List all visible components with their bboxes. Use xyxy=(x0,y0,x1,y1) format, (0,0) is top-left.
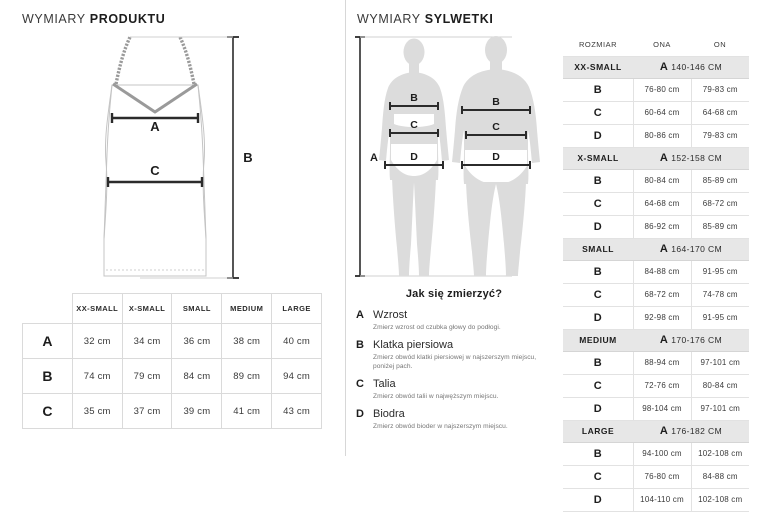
product-cell-b-s: 84 cm xyxy=(172,359,222,394)
table-row xyxy=(563,442,749,465)
table-row xyxy=(563,488,749,511)
product-cell-b-m: 89 cm xyxy=(222,359,272,394)
male-label-b: B xyxy=(492,96,500,108)
row-on-value: 84-88 cm xyxy=(691,465,749,488)
row-on-value: 74-78 cm xyxy=(691,283,749,306)
row-on-value: 85-89 cm xyxy=(691,169,749,192)
size-height-small xyxy=(633,238,749,260)
size-height-x-small xyxy=(633,147,749,169)
row-on-value: 102-108 cm xyxy=(691,442,749,465)
size-height-value: 140-146 CM xyxy=(671,62,723,72)
size-group-header-xx-small xyxy=(563,56,749,78)
row-ona-value: 104-110 cm xyxy=(633,488,691,511)
table-row xyxy=(563,101,749,124)
row-ona-value: 72-76 cm xyxy=(633,374,691,397)
measure-item-letter-a: A xyxy=(356,309,364,321)
size-height-letter: A xyxy=(659,425,669,437)
measure-item-desc-c: Zmierz obwód talii w najwęższym miejscu. xyxy=(373,393,499,400)
male-label-d: D xyxy=(492,151,500,163)
product-table-corner-cell xyxy=(23,294,73,324)
male-head xyxy=(485,36,507,64)
product-row-label-b: B xyxy=(23,359,73,394)
table-row xyxy=(563,215,749,238)
row-ona-value: 76-80 cm xyxy=(633,465,691,488)
body-table-body xyxy=(563,56,749,511)
row-ona-value: 60-64 cm xyxy=(633,101,691,124)
measure-item-name-c: Talia xyxy=(373,378,396,390)
product-cell-c-s: 39 cm xyxy=(172,394,222,429)
body-table-head xyxy=(563,34,749,56)
table-row xyxy=(563,169,749,192)
list-item xyxy=(356,408,552,431)
size-height-value: 170-176 CM xyxy=(671,335,723,345)
measure-item-body-b xyxy=(373,339,552,371)
list-item xyxy=(356,339,552,371)
row-ona-value: 92-98 cm xyxy=(633,306,691,329)
row-letter: B xyxy=(563,78,633,101)
row-ona-value: 68-72 cm xyxy=(633,283,691,306)
row-on-value: 91-95 cm xyxy=(691,260,749,283)
table-row xyxy=(563,351,749,374)
female-legs xyxy=(392,178,436,276)
silhouette-illustration xyxy=(352,32,552,282)
measure-label-c: C xyxy=(150,163,160,178)
measure-item-desc-d: Zmierz obwód bioder w najszerszym miejscu. xyxy=(373,423,508,430)
row-on-value: 79-83 cm xyxy=(691,78,749,101)
row-letter: D xyxy=(563,124,633,147)
row-letter: C xyxy=(563,192,633,215)
size-group-header-small xyxy=(563,238,749,260)
row-letter: B xyxy=(563,169,633,192)
size-group-header-medium xyxy=(563,329,749,351)
dress-diagram-svg xyxy=(20,34,320,284)
row-letter: B xyxy=(563,351,633,374)
product-cell-b-xxs: 74 cm xyxy=(72,359,122,394)
measure-item-letter-d: D xyxy=(356,408,364,420)
table-row xyxy=(23,324,322,359)
product-col-medium: MEDIUM xyxy=(222,294,272,324)
size-height-medium xyxy=(633,329,749,351)
product-cell-a-m: 38 cm xyxy=(222,324,272,359)
row-ona-value: 80-84 cm xyxy=(633,169,691,192)
product-cell-c-xs: 37 cm xyxy=(122,394,172,429)
size-height-letter: A xyxy=(659,243,669,255)
table-row xyxy=(563,78,749,101)
height-label-a: A xyxy=(370,152,378,164)
size-height-letter: A xyxy=(659,334,669,346)
product-cell-b-l: 94 cm xyxy=(272,359,322,394)
female-head xyxy=(404,39,425,66)
table-row xyxy=(563,465,749,488)
row-ona-value: 84-88 cm xyxy=(633,260,691,283)
product-col-small: SMALL xyxy=(172,294,222,324)
product-illustration xyxy=(20,34,320,284)
silhouette-diagram-svg xyxy=(352,32,552,282)
row-letter: C xyxy=(563,374,633,397)
row-letter: D xyxy=(563,488,633,511)
row-letter: D xyxy=(563,306,633,329)
product-cell-b-xs: 79 cm xyxy=(122,359,172,394)
row-ona-value: 98-104 cm xyxy=(633,397,691,420)
title-light-word: WYMIARY xyxy=(357,12,421,26)
female-label-d: D xyxy=(410,151,418,163)
title-light-word: WYMIARY xyxy=(22,12,86,26)
list-item xyxy=(356,309,552,332)
row-ona-value: 86-92 cm xyxy=(633,215,691,238)
dress-strap-left xyxy=(116,37,130,84)
product-col-xx-small: XX-SMALL xyxy=(72,294,122,324)
how-to-measure-title: Jak się zmierzyć? xyxy=(405,288,503,300)
size-height-value: 176-182 CM xyxy=(671,426,723,436)
row-on-value: 97-101 cm xyxy=(691,397,749,420)
measure-item-desc-b: Zmierz obwód klatki piersiowej w najszerszym miejscu, poniżej pach. xyxy=(373,354,537,370)
female-neck xyxy=(409,63,419,73)
row-letter: C xyxy=(563,101,633,124)
product-table-header-row xyxy=(23,294,322,324)
product-dimensions-title xyxy=(22,12,165,26)
row-ona-value: 64-68 cm xyxy=(633,192,691,215)
size-height-value: 152-158 CM xyxy=(671,153,723,163)
dress-body xyxy=(104,85,206,276)
row-on-value: 97-101 cm xyxy=(691,351,749,374)
size-height-letter: A xyxy=(659,61,669,73)
row-on-value: 91-95 cm xyxy=(691,306,749,329)
product-dimensions-table xyxy=(22,293,322,429)
size-name-x-small: X-SMALL xyxy=(563,147,633,169)
product-cell-a-l: 40 cm xyxy=(272,324,322,359)
product-col-large: LARGE xyxy=(272,294,322,324)
row-letter: D xyxy=(563,397,633,420)
table-row xyxy=(563,260,749,283)
table-row xyxy=(23,394,322,429)
row-letter: C xyxy=(563,465,633,488)
male-legs xyxy=(466,182,526,276)
female-label-c: C xyxy=(410,119,418,131)
size-height-xx-small xyxy=(633,56,749,78)
body-dimensions-title xyxy=(357,12,493,26)
size-name-xx-small: XX-SMALL xyxy=(563,56,633,78)
row-letter: B xyxy=(563,442,633,465)
body-measurements-table xyxy=(563,34,749,512)
body-col-ona: ONA xyxy=(633,34,691,56)
product-cell-c-l: 43 cm xyxy=(272,394,322,429)
size-group-header-large xyxy=(563,420,749,442)
row-on-value: 80-84 cm xyxy=(691,374,749,397)
measure-item-body-d xyxy=(373,408,552,431)
product-row-label-a: A xyxy=(23,324,73,359)
measure-item-name-a: Wzrost xyxy=(373,309,408,321)
male-label-c: C xyxy=(492,121,500,133)
body-table-header-row xyxy=(563,34,749,56)
row-on-value: 68-72 cm xyxy=(691,192,749,215)
size-name-large: LARGE xyxy=(563,420,633,442)
product-cell-c-xxs: 35 cm xyxy=(72,394,122,429)
product-cell-a-s: 36 cm xyxy=(172,324,222,359)
row-on-value: 64-68 cm xyxy=(691,101,749,124)
row-letter: C xyxy=(563,283,633,306)
row-on-value: 102-108 cm xyxy=(691,488,749,511)
product-cell-a-xs: 34 cm xyxy=(122,324,172,359)
size-height-value: 164-170 CM xyxy=(671,244,723,254)
row-letter: B xyxy=(563,260,633,283)
row-on-value: 85-89 cm xyxy=(691,215,749,238)
row-ona-value: 76-80 cm xyxy=(633,78,691,101)
measure-item-desc-a: Zmierz wzrost od czubka głowy do podłogi. xyxy=(373,324,501,331)
measure-item-letter-b: B xyxy=(356,339,364,351)
measure-item-name-b: Klatka piersiowa xyxy=(373,339,454,351)
table-row xyxy=(563,283,749,306)
title-bold-word: SYLWETKI xyxy=(424,12,494,26)
dress-strap-right xyxy=(180,37,194,84)
size-name-medium: MEDIUM xyxy=(563,329,633,351)
size-group-header-x-small xyxy=(563,147,749,169)
measure-item-name-d: Biodra xyxy=(373,408,405,420)
product-cell-a-xxs: 32 cm xyxy=(72,324,122,359)
product-col-x-small: X-SMALL xyxy=(122,294,172,324)
measure-label-b: B xyxy=(243,150,253,165)
body-col-on: ON xyxy=(691,34,749,56)
size-name-small: SMALL xyxy=(563,238,633,260)
measure-item-body-a xyxy=(373,309,552,332)
product-row-label-c: C xyxy=(23,394,73,429)
table-row xyxy=(23,359,322,394)
list-item xyxy=(356,378,552,401)
female-label-b: B xyxy=(410,92,418,104)
table-row xyxy=(563,306,749,329)
product-table-body xyxy=(23,324,322,429)
row-ona-value: 80-86 cm xyxy=(633,124,691,147)
body-col-rozmiar: ROZMIAR xyxy=(563,34,633,56)
size-height-large xyxy=(633,420,749,442)
measure-item-letter-c: C xyxy=(356,378,364,390)
row-on-value: 79-83 cm xyxy=(691,124,749,147)
product-cell-c-m: 41 cm xyxy=(222,394,272,429)
measure-item-body-c xyxy=(373,378,552,401)
size-height-letter: A xyxy=(659,152,669,164)
panel-divider-left xyxy=(345,0,346,456)
table-row xyxy=(563,374,749,397)
measure-label-a: A xyxy=(150,119,160,134)
product-table-head xyxy=(23,294,322,324)
row-ona-value: 94-100 cm xyxy=(633,442,691,465)
table-row xyxy=(563,397,749,420)
title-bold-word: PRODUKTU xyxy=(89,12,166,26)
table-row xyxy=(563,192,749,215)
table-row xyxy=(563,124,749,147)
how-to-measure-section xyxy=(356,288,552,438)
row-letter: D xyxy=(563,215,633,238)
row-ona-value: 88-94 cm xyxy=(633,351,691,374)
